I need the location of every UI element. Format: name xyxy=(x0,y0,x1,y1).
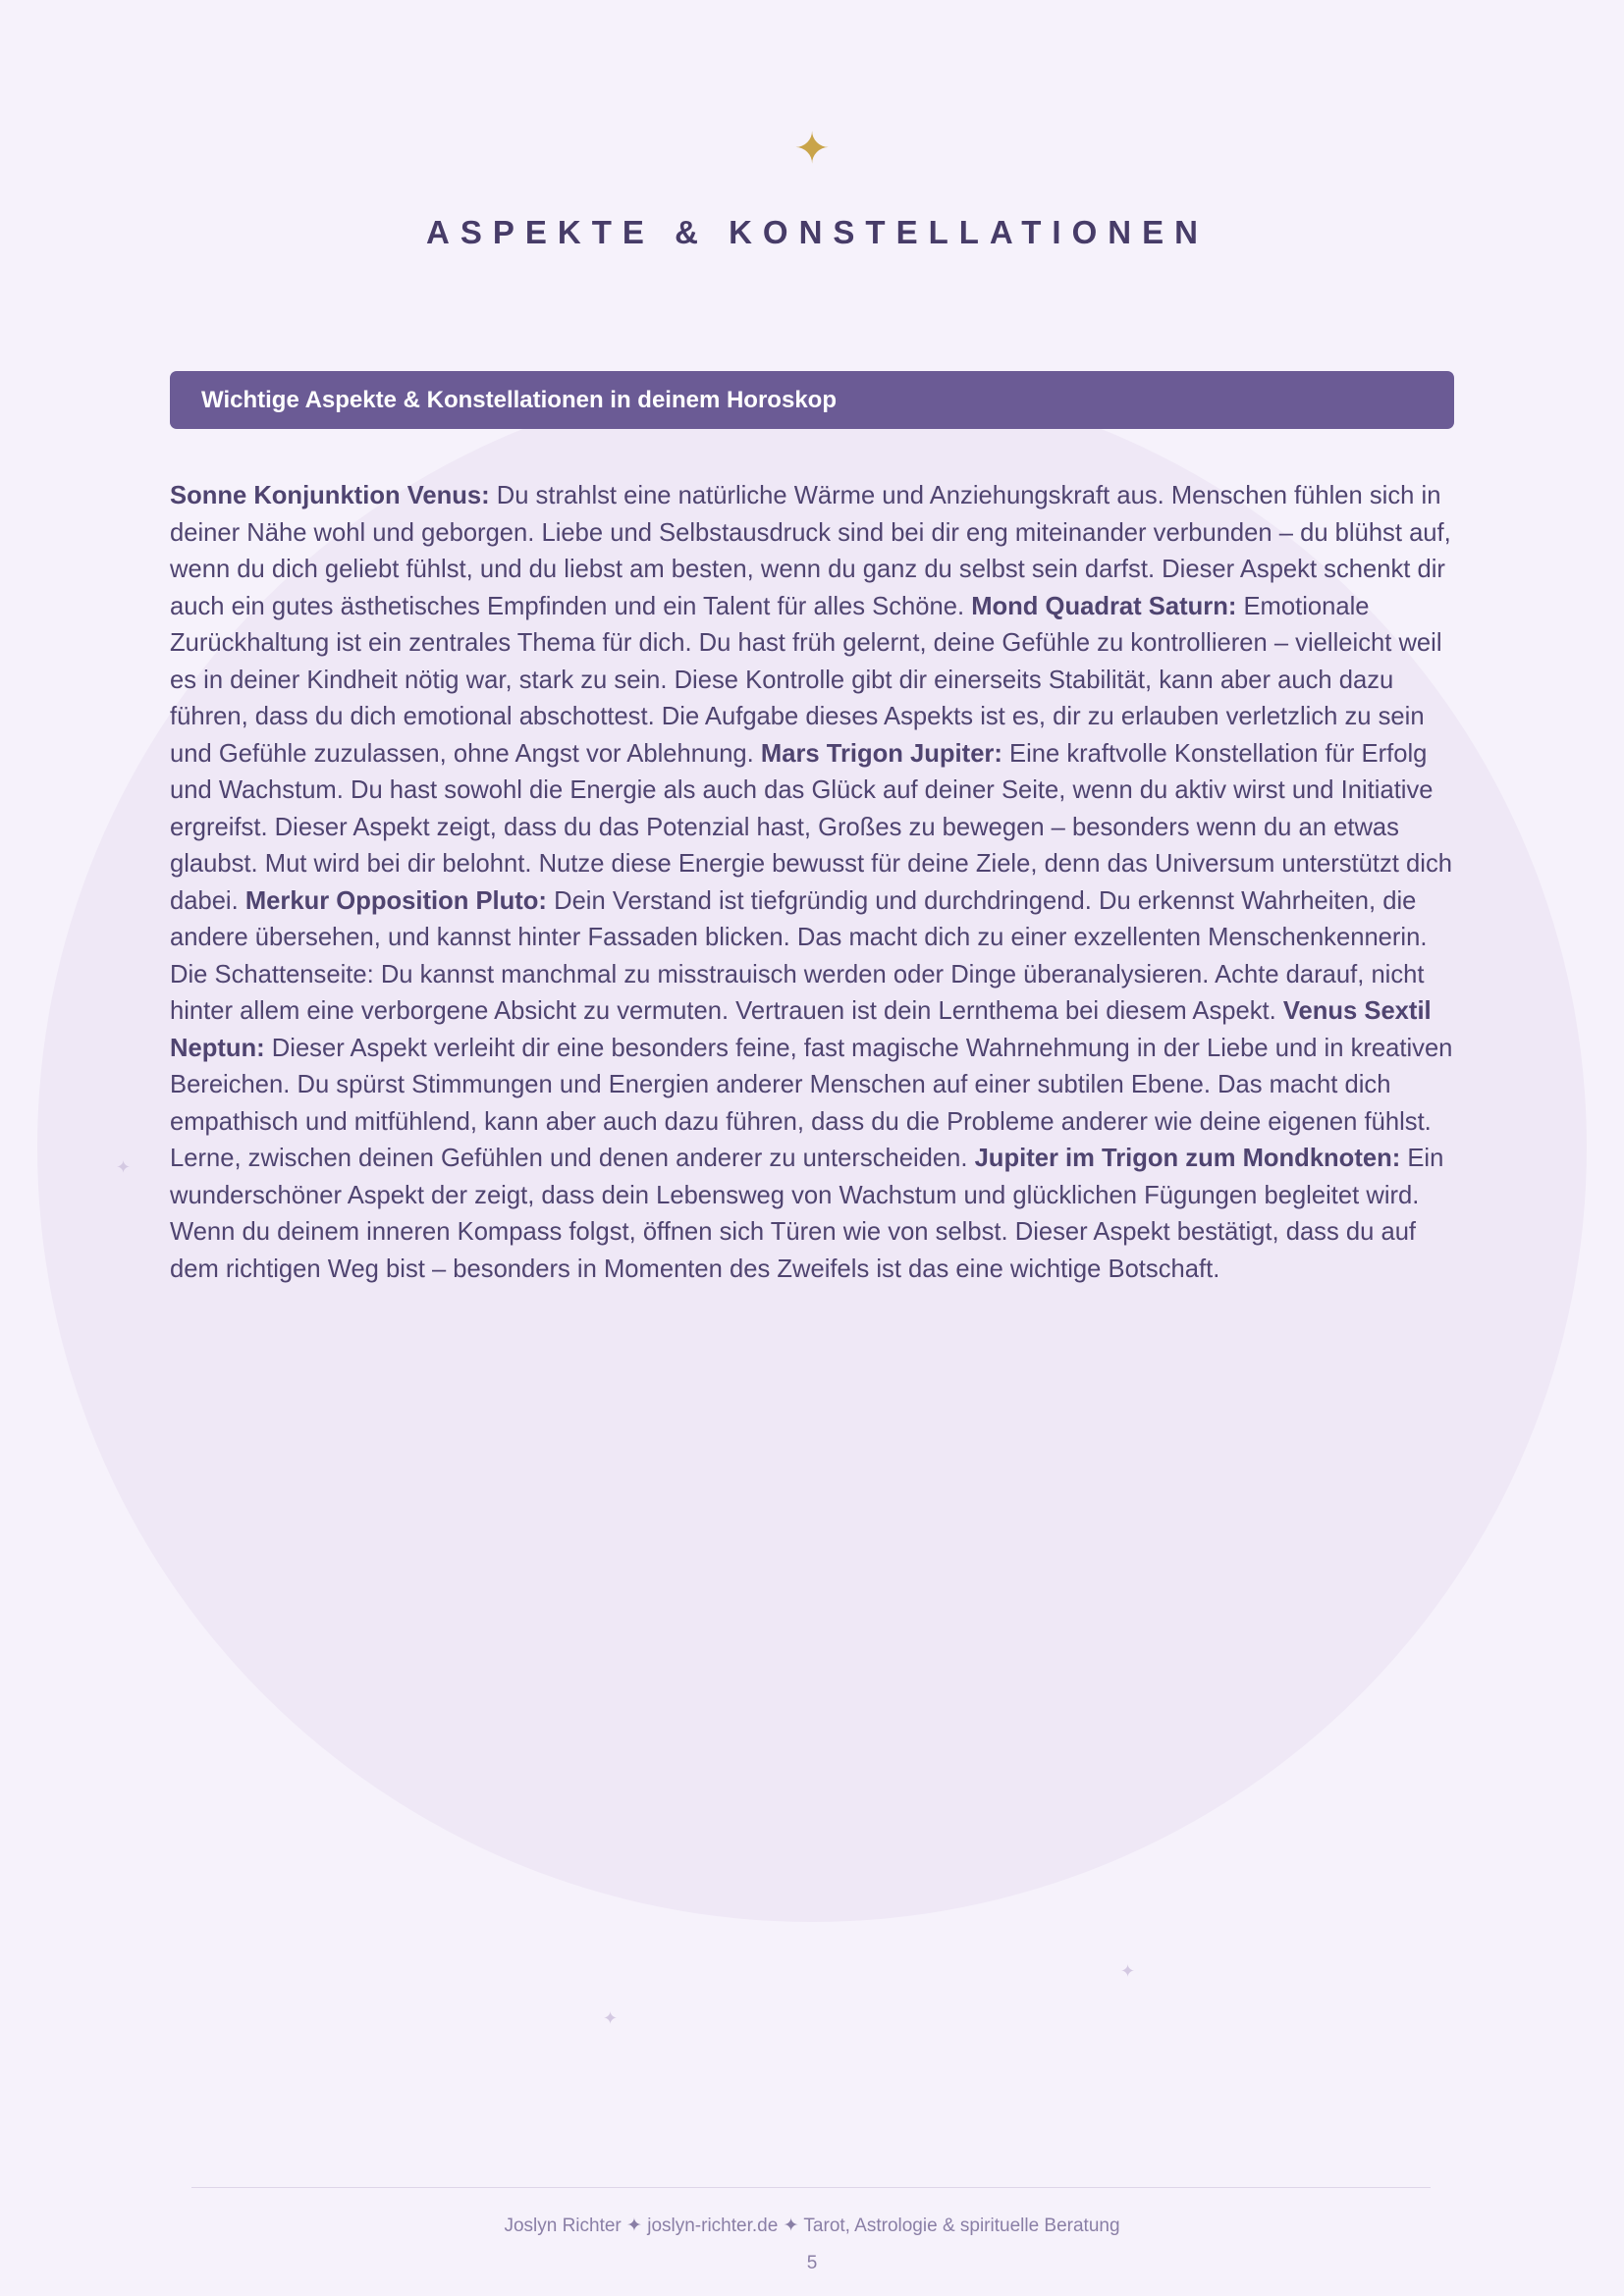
aspect-description: Eine kraftvolle Konstellation für Erfolg und Wachstum. Du hast sowohl die Energie als auch das Glück auf deiner Seite, wenn du aktiv wirst und Initiative ergreifst. Dieser Aspekt zeigt, dass du das Potenzial hast, Großes zu bewegen – besonders wenn du an etwas glaubst. Mut wird bei dir belohnt. Nutze diese Energie bewusst für deine Ziele, denn das Universum unterstützt dich dabei. xyxy=(170,739,1452,915)
sparkle-icon: ✦ xyxy=(116,1157,132,1177)
aspect-description: Ein wunderschöner Aspekt der zeigt, dass dein Lebensweg von Wachstum und glücklichen Fügungen begleitet wird. Wenn du deinem inneren Kompass folgst, öffnen sich Türen wie von selbst. Dieser Aspekt bestätigt, dass du auf dem richtigen Weg bist – besonders in Momenten des Zweifels ist das eine wichtige Botschaft. xyxy=(170,1145,1444,1283)
aspects-paragraph xyxy=(170,478,1456,1288)
sparkle-icon: ✦ xyxy=(1120,1961,1136,1981)
section-banner xyxy=(170,371,1454,429)
aspect-name: Sonne Konjunktion Venus: xyxy=(170,482,490,509)
aspect-name: Merkur Opposition Pluto: xyxy=(244,886,547,915)
page-title: ASPEKTE & KONSTELLATIONEN xyxy=(426,214,1209,250)
footer-text: Joslyn Richter ✦ joslyn-richter.de ✦ Tarot, Astrologie & spirituelle Beratung xyxy=(504,2216,1120,2236)
aspect-name: Venus Sextil Neptun: xyxy=(170,997,1432,1062)
aspect-description: Dieser Aspekt verleiht dir eine besonders feine, fast magische Wahrnehmung in der Liebe und in kreativen Bereichen. Du spürst Stimmungen und Energien anderer Menschen auf einer subtilen Ebene. Das macht dich empathisch und mitfühlend, kann aber auch dazu führen, dass du die Probleme anderer wie deine eigenen fühlst. Lerne, zwischen deinen Gefühlen und denen anderer zu unterscheiden. xyxy=(170,1034,1453,1172)
sparkle-icon: ✦ xyxy=(603,2008,619,2028)
page-number: 5 xyxy=(806,2253,818,2273)
aspect-description: Emotionale Zurückhaltung ist ein zentrales Thema für dich. Du hast früh gelernt, deine Gefühle zu kontrollieren – vielleicht weil es in deiner Kindheit nötig war, stark zu sein. Diese Kontrolle gibt dir einerseits Stabilität, kann aber auch dazu führen, dass du dich emotional abschottest. Die Aufgabe dieses Aspekts ist es, dir zu erlauben verletzlich zu sein und Gefühle zuzulassen, ohne Angst vor Ablehnung. xyxy=(170,592,1442,768)
section-banner-title: Wichtige Aspekte & Konstellationen in deinem Horoskop xyxy=(201,386,837,413)
aspects-text xyxy=(170,478,1456,1288)
aspect-name: Mond Quadrat Saturn: xyxy=(971,592,1237,620)
aspect-description: Dein Verstand ist tiefgründig und durchdringend. Du erkennst Wahrheiten, die andere übersehen, und kannst hinter Fassaden blicken. Das macht dich zu einer exzellenten Menschenkennerin. Die Schattenseite: Du kannst manchmal zu misstrauisch werden oder Dinge überanalysieren. Achte darauf, nicht hinter allem eine verborgene Absicht zu vermuten. Vertrauen ist dein Lernthema bei diesem Aspekt. xyxy=(170,886,1428,1025)
aspect-description: Du strahlst eine natürliche Wärme und Anziehungskraft aus. Menschen fühlen sich in deiner Nähe wohl und geborgen. Liebe und Selbstausdruck sind bei dir eng miteinander verbunden – du blühst auf, wenn du dich geliebt fühlst, und du liebst am besten, wenn du ganz du selbst sein darfst. Dieser Aspekt schenkt dir auch ein gutes ästhetisches Empfinden und ein Talent für alles Schöne. xyxy=(170,482,1451,620)
footer-divider xyxy=(191,2187,1431,2188)
aspect-name: Mars Trigon Jupiter: xyxy=(760,739,1002,768)
star-icon: ✦ xyxy=(793,125,831,173)
aspect-name: Jupiter im Trigon zum Mondknoten: xyxy=(974,1145,1401,1172)
